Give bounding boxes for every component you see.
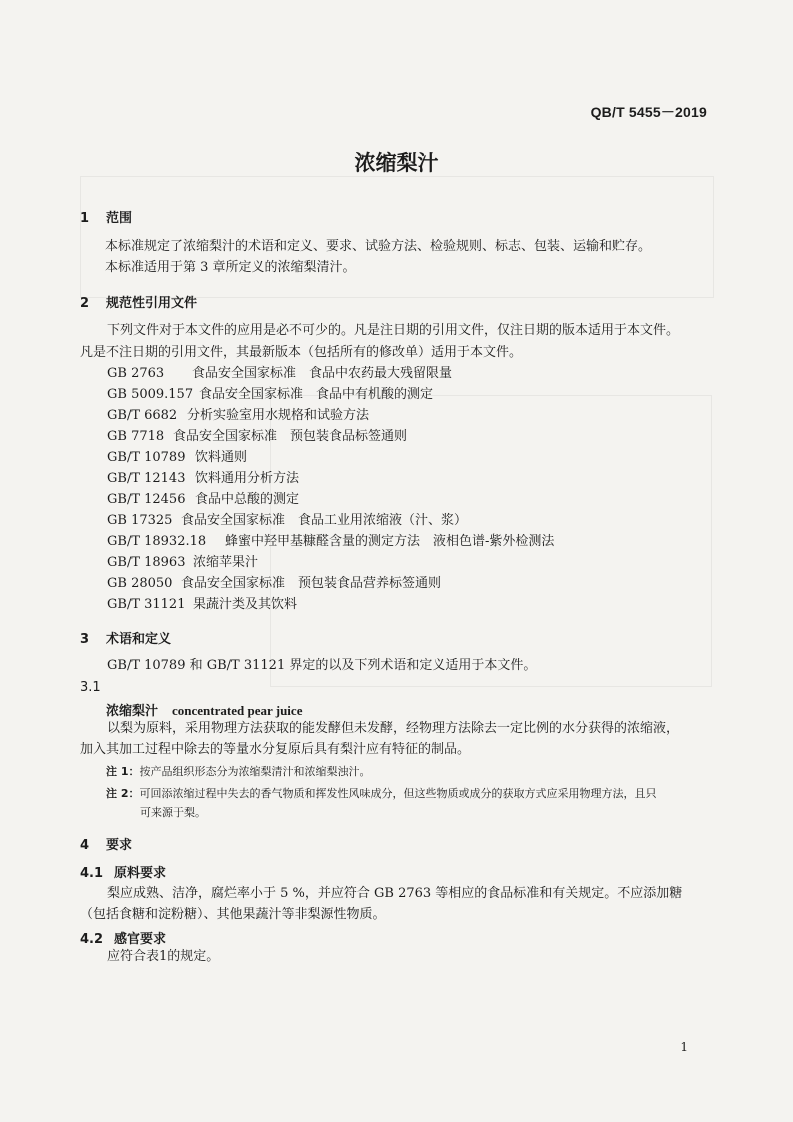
reference-item — [107, 488, 299, 507]
reference-item — [107, 530, 554, 549]
reference-title: 果蔬汁类及其饮料 — [193, 597, 298, 612]
scope-paragraph-2: 本标准适用于第 3 章所定义的浓缩梨清汁。 — [105, 260, 356, 275]
section-3-heading — [80, 628, 171, 647]
page-title: 浓缩梨汁 — [354, 151, 439, 175]
subsection-title: 感官要求 — [114, 932, 167, 947]
section-number: 2 — [80, 296, 90, 311]
reference-item — [107, 509, 467, 528]
clause-number: 3.1 — [80, 680, 101, 695]
section-title: 术语和定义 — [106, 632, 172, 647]
reference-title: 食品安全国家标准 食品工业用浓缩液（汁、浆） — [181, 513, 468, 528]
term-entry — [106, 700, 302, 719]
reference-title: 食品安全国家标准 食品中农药最大残留限量 — [192, 366, 453, 381]
reference-item — [107, 362, 452, 381]
note-2 — [106, 784, 656, 803]
section-title: 规范性引用文件 — [106, 296, 198, 311]
note-label: 注 1： — [106, 765, 140, 778]
references-intro-line-2: 凡是不注日期的引用文件，其最新版本（包括所有的修改单）适用于本文件。 — [80, 345, 523, 360]
reference-title: 食品安全国家标准 预包装食品营养标签通则 — [181, 576, 442, 591]
reference-code: GB 5009.157 — [107, 387, 194, 402]
note-text: 可回添浓缩过程中失去的香气物质和挥发性风味成分，但这些物质或成分的获取方式应采用物理方法，且只 — [139, 787, 657, 800]
reference-title: 浓缩苹果汁 — [193, 555, 259, 570]
terms-intro: GB/T 10789 和 GB/T 31121 界定的以及下列术语和定义适用于本文件。 — [107, 658, 537, 673]
reference-item — [107, 425, 407, 444]
references-intro-line-1: 下列文件对于本文件的应用是必不可少的。凡是注日期的引用文件，仅注日期的版本适用于本文件。 — [107, 323, 680, 338]
reference-code: GB/T 31121 — [107, 597, 186, 612]
reference-title: 食品中总酸的测定 — [195, 492, 300, 507]
subsection-number: 4.2 — [80, 932, 104, 947]
reference-title: 食品安全国家标准 食品中有机酸的测定 — [199, 387, 434, 402]
reference-code: GB 17325 — [107, 513, 173, 528]
section-number: 1 — [80, 211, 90, 226]
reference-code: GB/T 12456 — [107, 492, 186, 507]
term-chinese: 浓缩梨汁 — [106, 704, 159, 719]
reference-title: 饮料通则 — [195, 450, 248, 465]
section-1-heading — [80, 207, 132, 226]
reference-item — [107, 572, 441, 591]
reference-item — [107, 446, 247, 465]
reference-title: 饮料通用分析方法 — [195, 471, 300, 486]
reference-code: GB 28050 — [107, 576, 173, 591]
section-2-heading — [80, 292, 197, 311]
note-2-continuation: 可来源于梨。 — [140, 806, 206, 819]
term-english: concentrated pear juice — [172, 703, 303, 718]
page-number: 1 — [680, 1040, 688, 1054]
subsection-title: 原料要求 — [114, 866, 167, 881]
definition-line-1: 以梨为原料，采用物理方法获取的能发酵但未发酵，经物理方法除去一定比例的水分获得的浓缩液， — [107, 721, 680, 736]
reference-code: GB 7718 — [107, 429, 165, 444]
reference-code: GB 2763 — [107, 366, 165, 381]
reference-title: 食品安全国家标准 预包装食品标签通则 — [173, 429, 408, 444]
reference-item — [107, 551, 258, 570]
subsection-4-1-heading — [80, 862, 166, 881]
raw-material-line-2: （包括食糖和淀粉糖）、其他果蔬汁等非梨源性物质。 — [80, 907, 386, 922]
section-title: 要求 — [106, 838, 133, 853]
sensory-requirement-text: 应符合表1的规定。 — [107, 949, 220, 964]
note-label: 注 2： — [106, 787, 140, 800]
reference-item — [107, 467, 299, 486]
reference-title: 蜂蜜中羟甲基糠醛含量的测定方法 液相色谱-紫外检测法 — [225, 534, 555, 549]
standard-number: QB/T 5455－2019 — [590, 104, 707, 120]
raw-material-line-1: 梨应成熟、洁净，腐烂率小于 5 %，并应符合 GB 2763 等相应的食品标准和有关规定。不应添加糖 — [107, 886, 683, 901]
reference-title: 分析实验室用水规格和试验方法 — [187, 408, 370, 423]
definition-line-2: 加入其加工过程中除去的等量水分复原后具有梨汁应有特征的制品。 — [80, 742, 471, 757]
reference-item — [107, 383, 433, 402]
section-number: 4 — [80, 838, 90, 853]
scope-paragraph-1: 本标准规定了浓缩梨汁的术语和定义、要求、试验方法、检验规则、标志、包装、运输和贮存。 — [105, 239, 652, 254]
reference-code: GB/T 10789 — [107, 450, 186, 465]
section-title: 范围 — [106, 211, 133, 226]
note-1 — [106, 762, 370, 781]
reference-item — [107, 404, 369, 423]
reference-code: GB/T 18963 — [107, 555, 186, 570]
section-number: 3 — [80, 632, 90, 647]
section-4-heading — [80, 834, 132, 853]
subsection-number: 4.1 — [80, 866, 104, 881]
reference-code: GB/T 18932.18 — [107, 534, 207, 549]
subsection-4-2-heading — [80, 928, 166, 947]
note-text: 按产品组织形态分为浓缩梨清汁和浓缩梨浊汁。 — [139, 765, 371, 778]
reference-item — [107, 593, 297, 612]
reference-code: GB/T 12143 — [107, 471, 186, 486]
reference-code: GB/T 6682 — [107, 408, 178, 423]
